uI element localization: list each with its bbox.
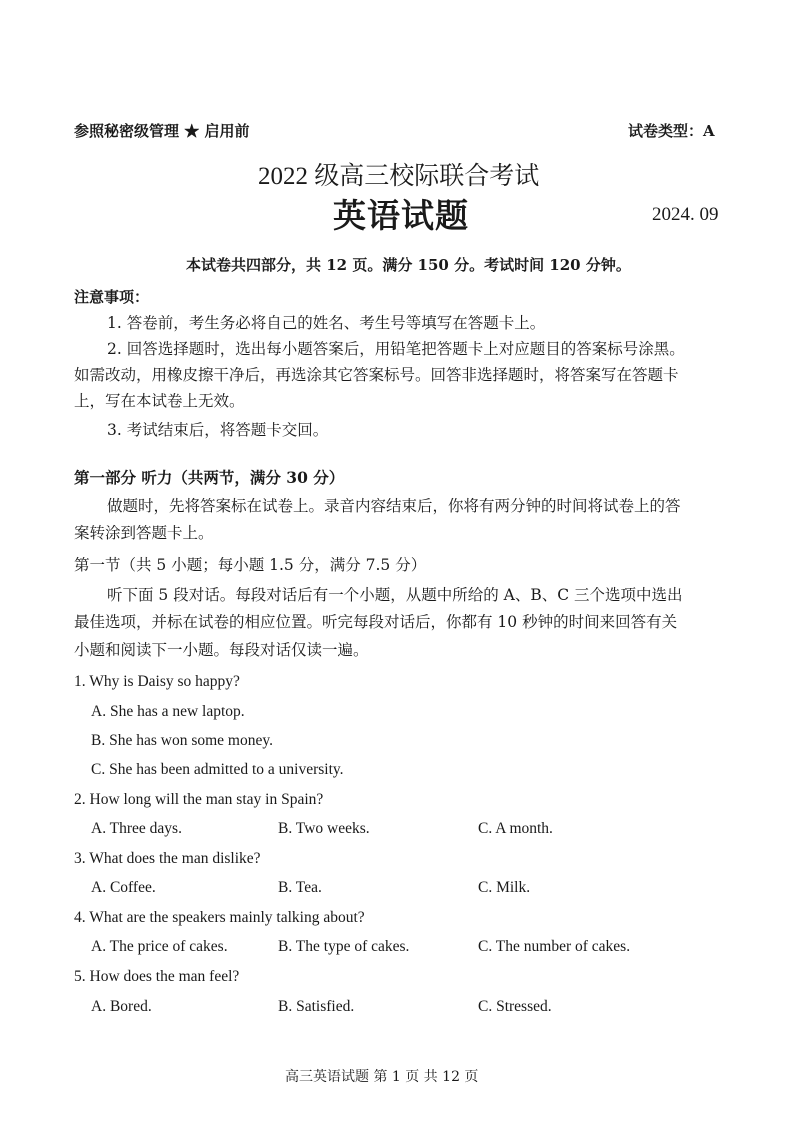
part1-intro-line-1: 做题时，先将答案标在试卷上。录音内容结束后，你将有两分钟的时间将试卷上的答 xyxy=(107,497,681,515)
note-item-1: 1. 答卷前，考生务必将自己的姓名、考生号等填写在答题卡上。 xyxy=(107,314,546,332)
note-item-3: 3. 考试结束后，将答题卡交回。 xyxy=(107,421,329,439)
question-3-option-b: B. Tea. xyxy=(278,879,322,896)
question-1-option-b: B. She has won some money. xyxy=(91,732,273,749)
part1-title: 第一部分 听力（共两节，满分 30 分） xyxy=(74,468,345,487)
question-5-option-b: B. Satisfied. xyxy=(278,998,355,1015)
question-2-option-b: B. Two weeks. xyxy=(278,820,370,837)
question-1-option-c: C. She has been admitted to a university. xyxy=(91,761,344,778)
question-5-stem: 5. How does the man feel? xyxy=(74,968,240,985)
subject-title: 英语试题 xyxy=(333,196,469,235)
confidentiality-label: 参照秘密级管理 ★ 启用前 xyxy=(74,122,250,140)
question-4-option-a: A. The price of cakes. xyxy=(91,938,228,955)
question-5-option-a: A. Bored. xyxy=(91,998,152,1015)
section1-instruction-line-1: 听下面 5 段对话。每段对话后有一个小题，从题中所给的 A、B、C 三个选项中选出 xyxy=(107,586,683,604)
note-item-2-line-1: 2. 回答选择题时，选出每小题答案后，用铅笔把答题卡上对应题目的答案标号涂黑。 xyxy=(107,340,685,358)
question-3-option-c: C. Milk. xyxy=(478,879,531,896)
question-1-option-a: A. She has a new laptop. xyxy=(91,703,245,720)
page-footer: 高三英语试题 第 1 页 共 12 页 xyxy=(285,1069,479,1085)
exam-summary: 本试卷共四部分，共 12 页。满分 150 分。考试时间 120 分钟。 xyxy=(186,256,631,274)
question-2-option-a: A. Three days. xyxy=(91,820,182,837)
question-4-option-b: B. The type of cakes. xyxy=(278,938,410,955)
section1-title: 第一节（共 5 小题；每小题 1.5 分，满分 7.5 分） xyxy=(74,556,427,574)
question-3-stem: 3. What does the man dislike? xyxy=(74,850,261,867)
question-1-stem: 1. Why is Daisy so happy? xyxy=(74,673,240,690)
exam-name: 2022 级高三校际联合考试 xyxy=(258,163,540,190)
question-3-option-a: A. Coffee. xyxy=(91,879,156,896)
question-4-stem: 4. What are the speakers mainly talking about? xyxy=(74,909,365,926)
note-item-2-line-2: 如需改动，用橡皮擦干净后，再选涂其它答案标号。回答非选择题时，将答案写在答题卡 xyxy=(74,366,679,384)
question-4-option-c: C. The number of cakes. xyxy=(478,938,631,955)
section1-instruction-line-2: 最佳选项，并标在试卷的相应位置。听完每段对话后，你都有 10 秒钟的时间来回答有关 xyxy=(74,613,678,631)
question-5-option-c: C. Stressed. xyxy=(478,998,552,1015)
paper-type-label: 试卷类型：A xyxy=(628,122,715,140)
exam-date: 2024. 09 xyxy=(652,204,719,225)
question-2-option-c: C. A month. xyxy=(478,820,553,837)
notes-title: 注意事项： xyxy=(74,288,150,306)
part1-intro-line-2: 案转涂到答题卡上。 xyxy=(74,524,214,542)
note-item-2-line-3: 上，写在本试卷上无效。 xyxy=(74,392,245,410)
section1-instruction-line-3: 小题和阅读下一小题。每段对话仅读一遍。 xyxy=(74,641,369,659)
question-2-stem: 2. How long will the man stay in Spain? xyxy=(74,791,324,808)
